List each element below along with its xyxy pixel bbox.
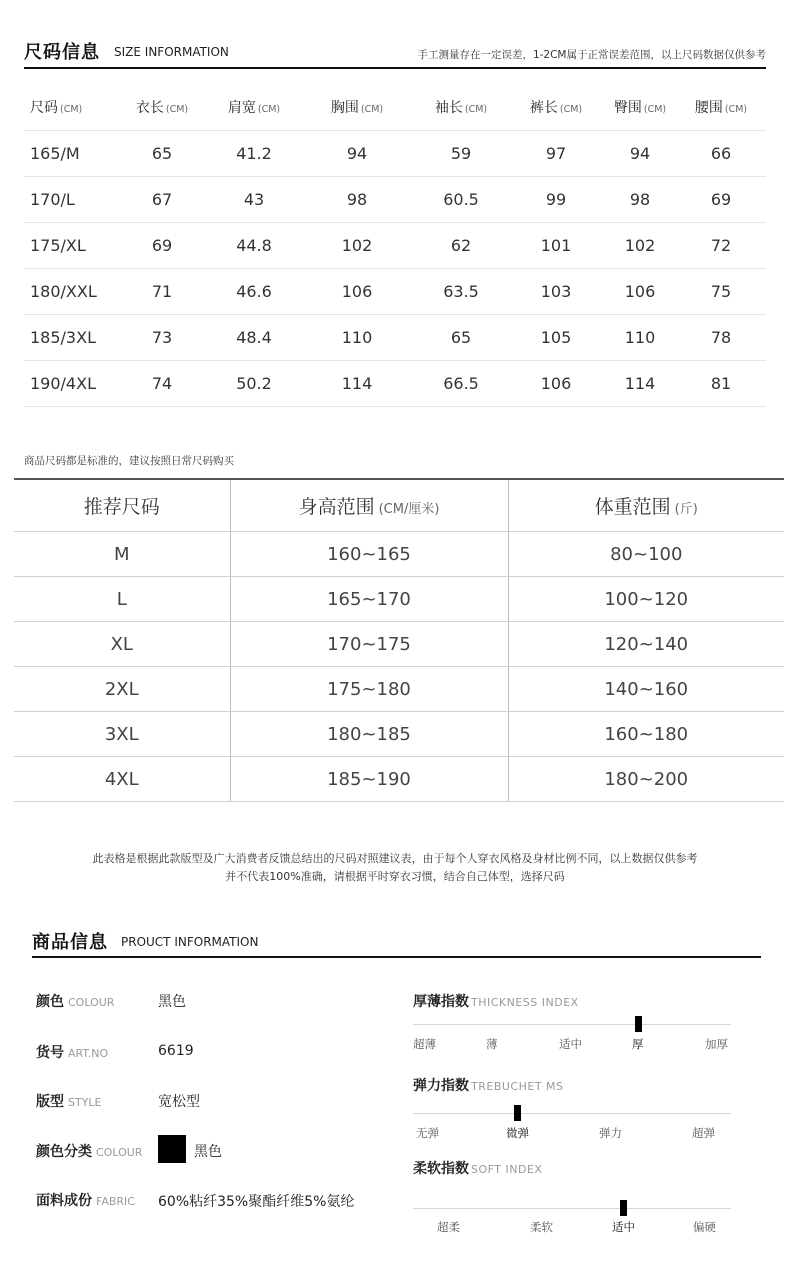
- attr-colour-value: 黑色: [158, 994, 186, 1010]
- softness-scale-line: [413, 1208, 731, 1209]
- attr-fabric-label: [36, 1190, 135, 1210]
- height-range-cell: 185~190: [230, 757, 508, 802]
- table-cell: 46.6: [208, 269, 300, 315]
- table-row: [24, 315, 766, 361]
- attr-label-en: ART.NO: [68, 1047, 109, 1060]
- header-cell: [14, 479, 230, 532]
- recommend-size-cell: 4XL: [14, 757, 230, 802]
- table-cell: 103: [508, 269, 604, 315]
- header-unit: (CM): [257, 104, 281, 115]
- product-info-title: 商品信息: [32, 932, 108, 953]
- elasticity-index-title: [413, 1075, 564, 1095]
- header-cell: [414, 84, 508, 131]
- header-unit: (CM): [643, 104, 667, 115]
- header-cell: [300, 84, 414, 131]
- table-cell: 94: [300, 131, 414, 177]
- header-cell: [604, 84, 676, 131]
- table-cell: 114: [604, 361, 676, 407]
- header-unit: (CM): [464, 104, 488, 115]
- table-cell: 66.5: [414, 361, 508, 407]
- table-cell: 110: [300, 315, 414, 361]
- recommend-size-cell: M: [14, 532, 230, 577]
- attr-label-en: COLOUR: [96, 1146, 143, 1159]
- attr-label-cn: 货号: [36, 1045, 64, 1061]
- size-table-header: [24, 84, 766, 131]
- table-cell: 63.5: [414, 269, 508, 315]
- index-title-en: SOFT INDEX: [471, 1163, 543, 1176]
- header-unit: (CM): [559, 104, 583, 115]
- table-row: [14, 532, 784, 577]
- table-cell: 73: [116, 315, 208, 361]
- measurement-note: 手工测量存在一定误差，1-2CM属于正常误差范围，以上尺码数据仅供参考: [417, 49, 766, 61]
- size-cell: 185/3XL: [24, 315, 116, 361]
- header-label: 胸围: [330, 100, 359, 116]
- recommend-size-cell: 3XL: [14, 712, 230, 757]
- header-label: 袖长: [434, 100, 463, 116]
- recommend-caption: 商品尺码都是标准的，建议按照日常尺码购买: [24, 455, 234, 467]
- attr-label-en: FABRIC: [96, 1195, 135, 1208]
- elasticity-scale-line: [413, 1113, 731, 1114]
- recommend-size-cell: 2XL: [14, 667, 230, 712]
- thickness-index-title: [413, 991, 579, 1011]
- table-row: [24, 361, 766, 407]
- table-cell: 102: [604, 223, 676, 269]
- header-label: 尺码: [30, 100, 58, 116]
- table-cell: 102: [300, 223, 414, 269]
- table-cell: 98: [300, 177, 414, 223]
- height-range-cell: 180~185: [230, 712, 508, 757]
- table-cell: 78: [676, 315, 766, 361]
- height-range-cell: 160~165: [230, 532, 508, 577]
- attr-label-en: COLOUR: [68, 996, 115, 1009]
- header-label: 推荐尺码: [83, 496, 160, 518]
- size-info-divider: [24, 67, 766, 69]
- table-cell: 48.4: [208, 315, 300, 361]
- table-cell: 59: [414, 131, 508, 177]
- header-label: 衣长: [135, 100, 164, 116]
- table-cell: 106: [300, 269, 414, 315]
- table-cell: 94: [604, 131, 676, 177]
- thickness-scale-line: [413, 1024, 731, 1025]
- header-cell: [230, 479, 508, 532]
- recommend-footnote-line-1: 此表格是根据此款版型及广大消费者反馈总结出的尺码对照建议表，由于每个人穿衣风格及身材比例不同，以上数据仅供参考: [92, 852, 698, 865]
- table-cell: 106: [604, 269, 676, 315]
- softness-level: 偏硬: [693, 1220, 716, 1234]
- product-info-divider: [32, 956, 761, 958]
- header-unit: (CM/厘米): [378, 502, 440, 517]
- index-title-cn: 柔软指数: [413, 1161, 469, 1177]
- table-cell: 74: [116, 361, 208, 407]
- attr-label-en: STYLE: [68, 1096, 102, 1109]
- size-cell: 180/XXL: [24, 269, 116, 315]
- table-cell: 69: [116, 223, 208, 269]
- attr-label-cn: 颜色分类: [36, 1144, 92, 1160]
- attr-style-label: [36, 1091, 102, 1111]
- attr-colour-class-value: 黑色: [194, 1144, 222, 1160]
- index-title-cn: 弹力指数: [413, 1078, 469, 1094]
- table-cell: 97: [508, 131, 604, 177]
- header-unit: (CM): [60, 104, 83, 115]
- table-row: [14, 577, 784, 622]
- table-row: [14, 622, 784, 667]
- attr-style-value: 宽松型: [158, 1094, 200, 1110]
- index-title-cn: 厚薄指数: [413, 994, 469, 1010]
- size-cell: 170/L: [24, 177, 116, 223]
- elasticity-level: 无弹: [416, 1126, 439, 1140]
- attr-fabric-value: 60%粘纤35%聚酯纤维5%氨纶: [158, 1194, 355, 1210]
- thickness-level: 薄: [486, 1037, 498, 1051]
- weight-range-cell: 80~100: [508, 532, 784, 577]
- header-cell: [508, 84, 604, 131]
- table-cell: 50.2: [208, 361, 300, 407]
- header-unit: (斤): [674, 502, 698, 517]
- header-label: 肩宽: [227, 100, 256, 116]
- height-range-cell: 165~170: [230, 577, 508, 622]
- attr-label-cn: 版型: [36, 1094, 64, 1110]
- thickness-level: 加厚: [705, 1037, 728, 1051]
- size-cell: 165/M: [24, 131, 116, 177]
- thickness-indicator: [635, 1016, 642, 1032]
- table-row: [24, 177, 766, 223]
- size-info-title: 尺码信息: [24, 42, 100, 63]
- table-cell: 101: [508, 223, 604, 269]
- elasticity-level: 弹力: [599, 1126, 622, 1140]
- elasticity-level-selected: 微弹: [506, 1126, 529, 1140]
- header-unit: (CM): [165, 104, 189, 115]
- table-cell: 81: [676, 361, 766, 407]
- thickness-level: 适中: [559, 1037, 582, 1051]
- softness-level: 柔软: [530, 1220, 553, 1234]
- table-cell: 41.2: [208, 131, 300, 177]
- table-cell: 106: [508, 361, 604, 407]
- recommend-footnote-line-2: 并不代表100%准确，请根据平时穿衣习惯，结合自己体型，选择尺码: [225, 870, 565, 883]
- table-cell: 43: [208, 177, 300, 223]
- product-info-subtitle: PROUCT INFORMATION: [121, 935, 259, 949]
- table-cell: 65: [116, 131, 208, 177]
- header-cell: [24, 84, 116, 131]
- index-title-en: THICKNESS INDEX: [471, 996, 579, 1009]
- thickness-level: 超薄: [413, 1037, 436, 1051]
- header-label: 体重范围: [594, 496, 671, 518]
- attr-artno-value: 6619: [158, 1043, 194, 1059]
- softness-level-selected: 适中: [612, 1220, 635, 1234]
- header-cell: [208, 84, 300, 131]
- header-label: 裤长: [529, 100, 558, 116]
- header-label: 身高范围: [298, 496, 375, 518]
- recommend-table: [14, 478, 784, 802]
- index-title-en: TREBUCHET MS: [471, 1080, 564, 1093]
- table-cell: 65: [414, 315, 508, 361]
- softness-level: 超柔: [437, 1220, 460, 1234]
- table-row: [24, 131, 766, 177]
- table-cell: 60.5: [414, 177, 508, 223]
- table-row: [14, 712, 784, 757]
- weight-range-cell: 140~160: [508, 667, 784, 712]
- table-cell: 62: [414, 223, 508, 269]
- table-cell: 72: [676, 223, 766, 269]
- softness-indicator: [620, 1200, 627, 1216]
- recommend-size-cell: L: [14, 577, 230, 622]
- header-unit: (CM): [360, 104, 384, 115]
- thickness-level-selected: 厚: [632, 1037, 644, 1051]
- header-cell: [676, 84, 766, 131]
- softness-index-title: [413, 1158, 542, 1178]
- size-cell: 175/XL: [24, 223, 116, 269]
- height-range-cell: 175~180: [230, 667, 508, 712]
- weight-range-cell: 120~140: [508, 622, 784, 667]
- weight-range-cell: 100~120: [508, 577, 784, 622]
- table-cell: 105: [508, 315, 604, 361]
- table-cell: 71: [116, 269, 208, 315]
- header-label: 臀围: [613, 100, 642, 116]
- size-cell: 190/4XL: [24, 361, 116, 407]
- weight-range-cell: 160~180: [508, 712, 784, 757]
- header-cell: [116, 84, 208, 131]
- height-range-cell: 170~175: [230, 622, 508, 667]
- attr-label-cn: 颜色: [36, 994, 64, 1010]
- header-unit: (CM): [724, 104, 748, 115]
- elasticity-indicator: [514, 1105, 521, 1121]
- table-cell: 66: [676, 131, 766, 177]
- table-cell: 44.8: [208, 223, 300, 269]
- table-row: [24, 269, 766, 315]
- attr-colour-label: [36, 991, 114, 1011]
- attr-colour-class-label: [36, 1141, 142, 1161]
- table-cell: 98: [604, 177, 676, 223]
- elasticity-level: 超弹: [692, 1126, 715, 1140]
- table-cell: 110: [604, 315, 676, 361]
- table-cell: 99: [508, 177, 604, 223]
- header-label: 腰围: [694, 100, 723, 116]
- table-row: [14, 667, 784, 712]
- table-cell: 69: [676, 177, 766, 223]
- attr-label-cn: 面料成份: [36, 1193, 92, 1209]
- table-cell: 75: [676, 269, 766, 315]
- table-row: [14, 757, 784, 802]
- size-table: [24, 84, 766, 407]
- weight-range-cell: 180~200: [508, 757, 784, 802]
- recommend-table-header: [14, 479, 784, 532]
- table-row: [24, 223, 766, 269]
- table-cell: 114: [300, 361, 414, 407]
- colour-swatch: [158, 1135, 186, 1163]
- table-cell: 67: [116, 177, 208, 223]
- size-info-subtitle: SIZE INFORMATION: [114, 45, 229, 59]
- header-cell: [508, 479, 784, 532]
- recommend-size-cell: XL: [14, 622, 230, 667]
- attr-artno-label: [36, 1042, 108, 1062]
